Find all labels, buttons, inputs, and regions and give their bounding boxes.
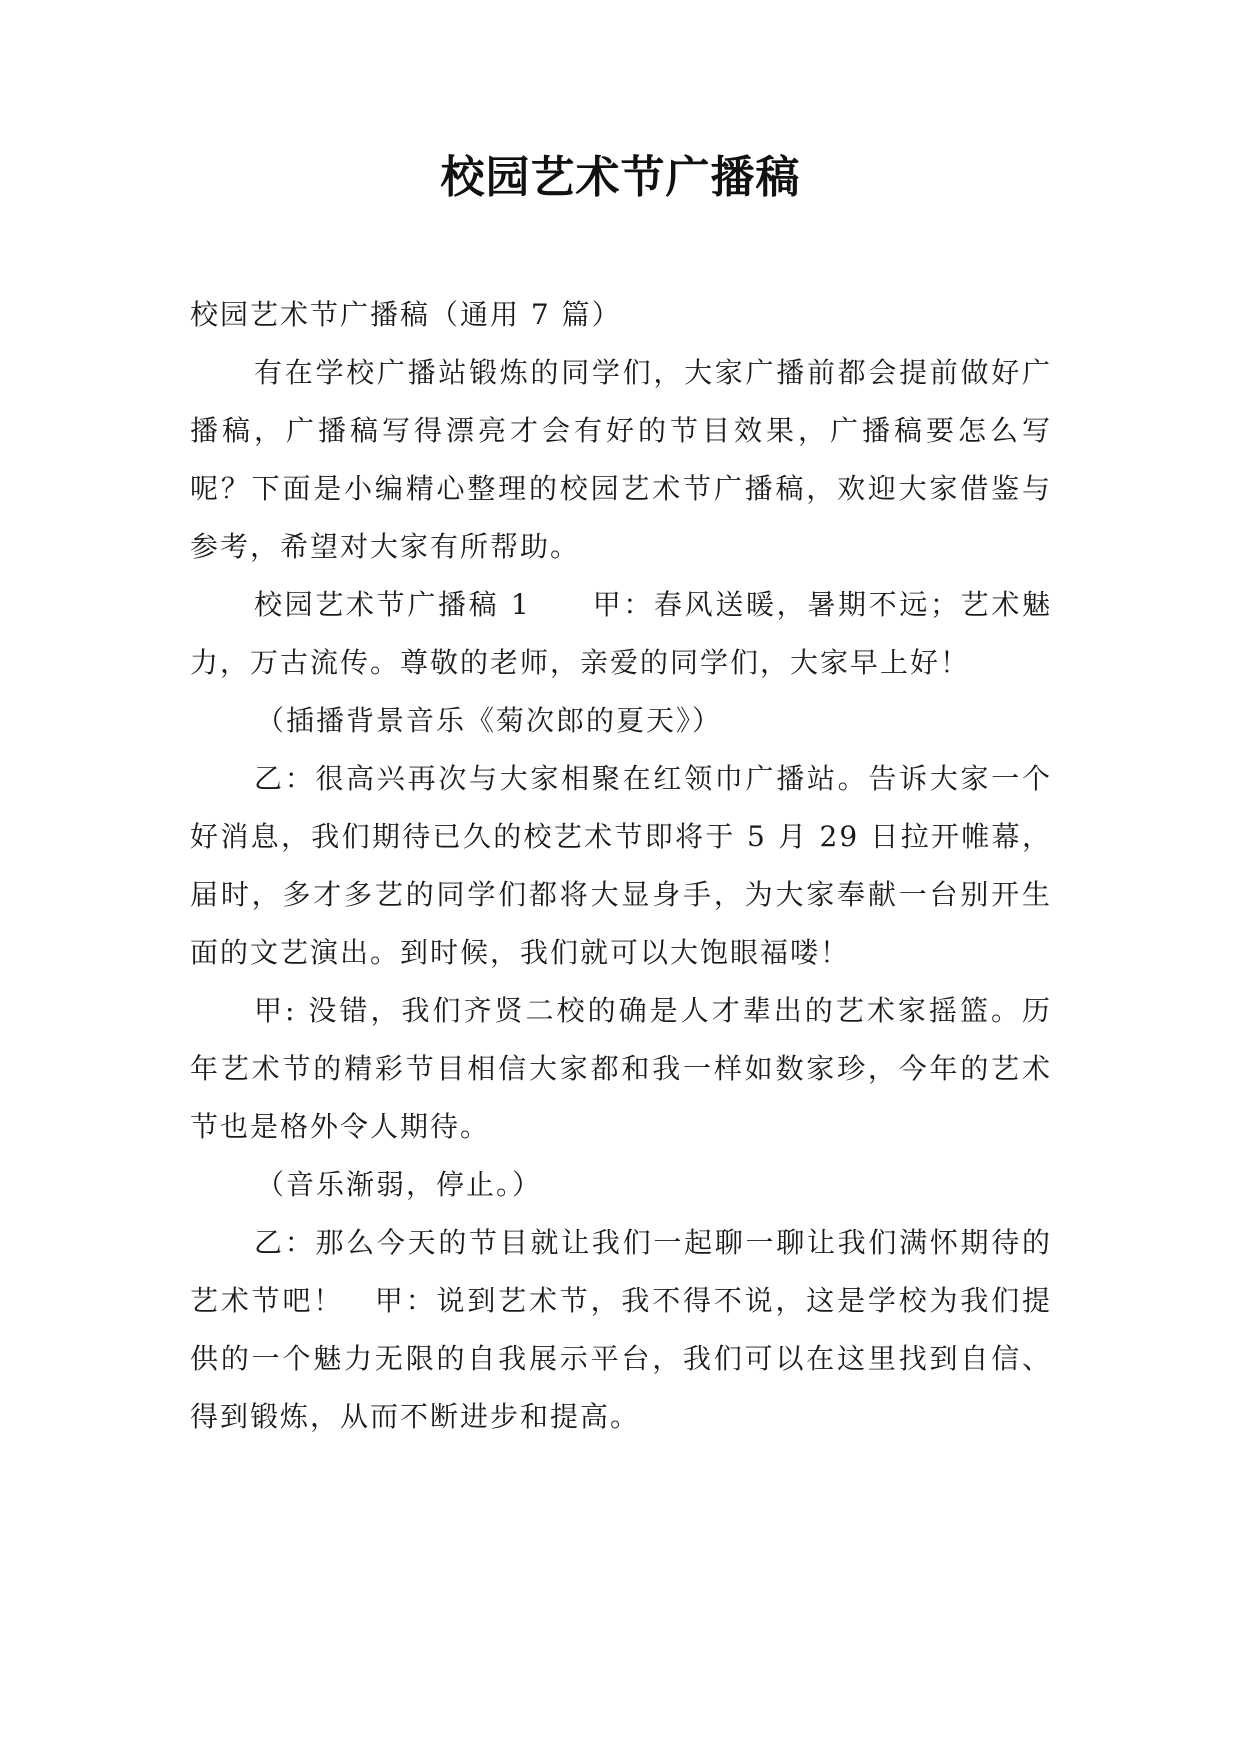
document-body bbox=[190, 286, 1052, 1446]
document-title: 校园艺术节广播稿 bbox=[440, 152, 801, 203]
document-subtitle: 校园艺术节广播稿（通用 7 篇） bbox=[190, 298, 622, 331]
dialogue-paragraph-closing: 乙：那么今天的节目就让我们一起聊一聊让我们满怀期待的艺术节吧！ 甲：说到艺术节，我不得不说，这是学校为我们提供的一个魅力无限的自我展示平台，我们可以在这里找到自信、得到锻炼，从而不断进步和提高。 bbox=[190, 1226, 1052, 1433]
music-fade-paragraph: （音乐渐弱，停止。） bbox=[256, 1168, 543, 1201]
script-opening-paragraph: 校园艺术节广播稿 1 甲：春风送暖，暑期不远；艺术魅力，万古流传。尊敬的老师，亲爱的同学们，大家早上好！ bbox=[190, 588, 1052, 679]
dialogue-paragraph-jia: 甲: 没错，我们齐贤二校的确是人才辈出的艺术家摇篮。历年艺术节的精彩节目相信大家都和我一样如数家珍，今年的艺术节也是格外令人期待。 bbox=[190, 994, 1052, 1143]
dialogue-paragraph-yi: 乙：很高兴再次与大家相聚在红领巾广播站。告诉大家一个好消息，我们期待已久的校艺术节即将于 5 月 29 日拉开帷幕，届时，多才多艺的同学们都将大显身手，为大家奉献一台别开生面的文艺演出。到时候，我们就可以大饱眼福喽！ bbox=[190, 762, 1052, 969]
music-note-paragraph: （插播背景音乐《菊次郎的夏天》） bbox=[256, 704, 723, 737]
intro-paragraph: 有在学校广播站锻炼的同学们，大家广播前都会提前做好广播稿，广播稿写得漂亮才会有好的节目效果，广播稿要怎么写呢？下面是小编精心整理的校园艺术节广播稿，欢迎大家借鉴与参考，希望对大家有所帮助。 bbox=[190, 356, 1052, 563]
